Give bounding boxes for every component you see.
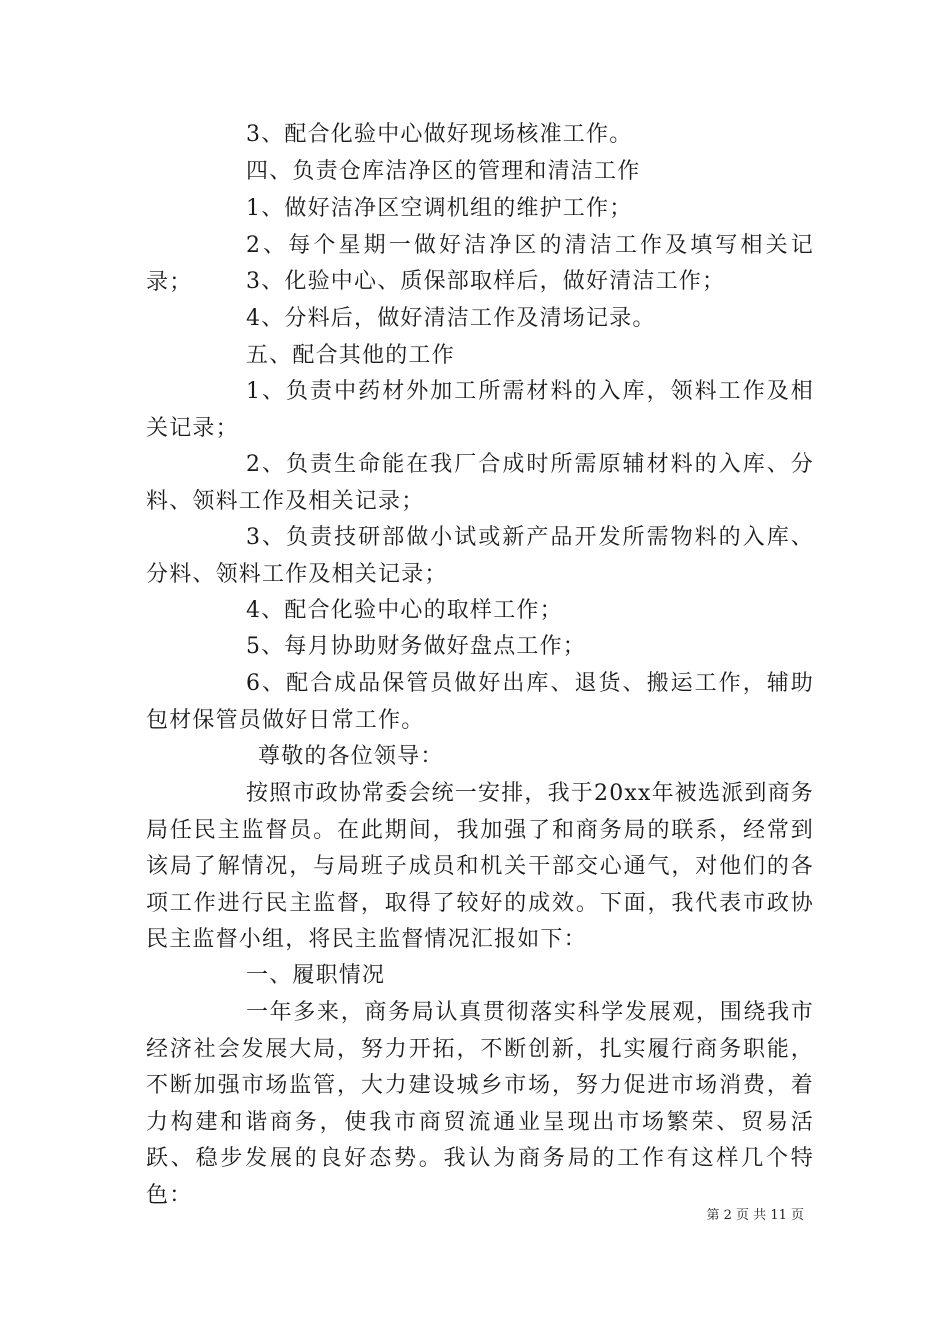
paragraph-4: 2、每个星期一做好洁净区的清洁工作及填写相关记录；: [146, 233, 814, 295]
paragraph-17: 一年多来，商务局认真贯彻落实科学发展观，围绕我市经济社会发展大局，努力开拓，不断创新，扎实履行商务职能，不断加强市场监管，大力建设城乡市场，努力促进市场消费，着力构建和谐商务，使我市商贸流通业呈现出市场繁荣、贸易活跃、稳步发展的良好态势。我认为商务局的工作有这样几个特色：: [146, 1000, 814, 1208]
paragraph-5: 3、化验中心、质保部取样后，做好清洁工作；: [246, 269, 726, 294]
page-footer: [0, 1204, 804, 1223]
paragraph-6: 4、分料后，做好清洁工作及清场记录。: [246, 306, 656, 331]
paragraph-8: 1、负责中药材外加工所需材料的入库，领料工作及相关记录；: [146, 379, 814, 441]
paragraph-1: 3、配合化验中心做好现场核准工作。: [246, 122, 633, 147]
section-heading-5: 五、配合其他的工作: [246, 343, 455, 368]
paragraph-3: 1、做好洁净区空调机组的维护工作；: [246, 196, 633, 221]
page-number-label: 第 2 页 共 11 页: [706, 1208, 804, 1223]
section-heading-4: 四、负责仓库洁净区的管理和清洁工作: [246, 159, 641, 184]
paragraph-10: 3、负责技研部做小试或新产品开发所需物料的入库、分料、领料工作及相关记录；: [146, 525, 814, 587]
salutation: 尊敬的各位领导：: [258, 744, 444, 769]
paragraph-9: 2、负责生命能在我厂合成时所需原辅材料的入库、分料、领料工作及相关记录；: [146, 452, 814, 514]
paragraph-15: 按照市政协常委会统一安排，我于20xx年被选派到商务局任民主监督员。在此期间，我加强了和商务局的联系，经常到该局了解情况，与局班子成员和机关干部交心通气，对他们的各项工作进行民主监督，取得了较好的成效。下面，我代表市政协民主监督小组，将民主监督情况汇报如下：: [146, 781, 815, 952]
paragraph-13: 6、配合成品保管员做好出库、退货、搬运工作，辅助包材保管员做好日常工作。: [146, 671, 814, 733]
paragraph-12: 5、每月协助财务做好盘点工作；: [246, 634, 586, 659]
paragraph-11: 4、配合化验中心的取样工作；: [246, 598, 563, 623]
section-heading-1: 一、履职情况: [246, 963, 386, 988]
